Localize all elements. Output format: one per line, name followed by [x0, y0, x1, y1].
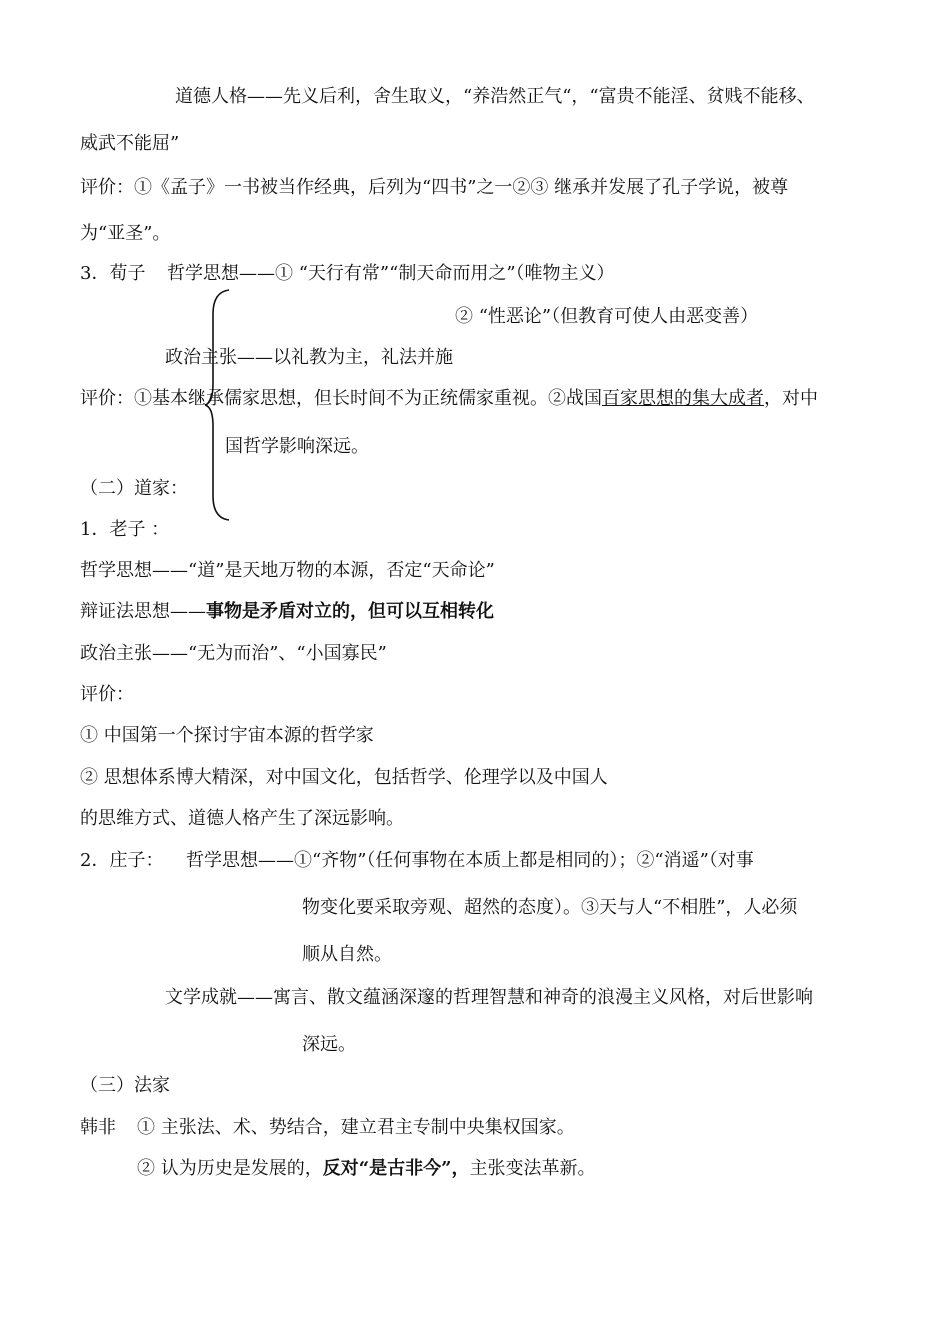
zhuangzi-literature-cont: 深远。: [302, 1034, 356, 1055]
daoism-section: （二）道家：: [80, 478, 188, 499]
xunzi-politics: 政治主张——以礼教为主，礼法并施: [165, 347, 453, 368]
xunzi-eval-prefix: 评价：①基本继承儒家思想，但长时间不为正统儒家重视。②战国: [80, 388, 602, 409]
laozi-heading: 1．老子 ：: [80, 519, 170, 540]
hanfei-point-2: [137, 1157, 595, 1181]
laozi-eval-2-cont: 的思维方式、道德人格产生了深远影响。: [80, 808, 404, 829]
mencius-moral-personality: 道德人格——先义后利，舍生取义，“养浩然正气“，“富贵不能淫、贫贱不能移、: [175, 86, 815, 107]
zhuangzi-philosophy: 哲学思想——①“齐物”（任何事物在本质上都是相同的）；②“消遥”（对事: [186, 850, 754, 871]
laozi-eval-1: ① 中国第一个探讨宇宙本源的哲学家: [80, 725, 374, 746]
zhuangzi-heading: 2．庄子：: [80, 850, 164, 871]
xunzi-philosophy-1: 哲学思想——① “天行有常”“制天命而用之”（唯物主义）: [167, 263, 615, 284]
hanfei-name: 韩非: [80, 1117, 116, 1138]
zhuangzi-philosophy-cont1: 物变化要采取旁观、超然的态度）。③天与人“不相胜”，人必须: [302, 897, 798, 918]
xunzi-philosophy-2: ② “性恶论”（但教育可使人由恶变善）: [455, 306, 759, 327]
hanfei-point-1: ① 主张法、术、势结合，建立君主专制中央集权国家。: [137, 1117, 575, 1138]
zhuangzi-philosophy-cont2: 顺从自然。: [302, 944, 392, 965]
xunzi-evaluation-cont: 国哲学影响深远。: [225, 436, 369, 457]
laozi-dialectics: [80, 600, 494, 624]
laozi-dialectics-label: 辩证法思想——: [80, 601, 206, 622]
xunzi-heading: 3．荀子: [80, 263, 146, 284]
laozi-eval-label: 评价：: [80, 684, 134, 705]
laozi-dialectics-bold: 事物是矛盾对立的，但可以互相转化: [206, 601, 494, 622]
xunzi-eval-suffix: ，对中: [764, 388, 818, 409]
hanfei-point-2-suffix: 主张变法革新。: [469, 1158, 596, 1179]
xunzi-eval-underlined: 百家思想的集大成者: [602, 388, 764, 409]
hanfei-point-2-prefix: ② 认为历史是发展的，: [137, 1158, 323, 1179]
laozi-eval-2: ② 思想体系博大精深，对中国文化，包括哲学、伦理学以及中国人: [80, 767, 608, 788]
hanfei-point-2-bold: 反对“是古非今”，: [322, 1158, 470, 1179]
laozi-philosophy: 哲学思想——“道”是天地万物的本源，否定“天命论”: [80, 560, 495, 581]
xunzi-evaluation: [80, 387, 818, 411]
laozi-politics: 政治主张——“无为而治”、“小国寡民”: [80, 643, 387, 664]
mencius-moral-personality-cont: 威武不能屈”: [80, 133, 180, 154]
curly-brace-icon: [205, 288, 235, 523]
legalism-section: （三）法家: [80, 1075, 170, 1096]
mencius-evaluation-cont: 为“亚圣”。: [80, 223, 171, 244]
zhuangzi-literature: 文学成就——寓言、散文蕴涵深邃的哲理智慧和神奇的浪漫主义风格，对后世影响: [165, 987, 813, 1008]
mencius-evaluation: 评价：①《孟子》一书被当作经典，后列为“四书”之一②③ 继承并发展了孔子学说，被尊: [80, 177, 789, 198]
